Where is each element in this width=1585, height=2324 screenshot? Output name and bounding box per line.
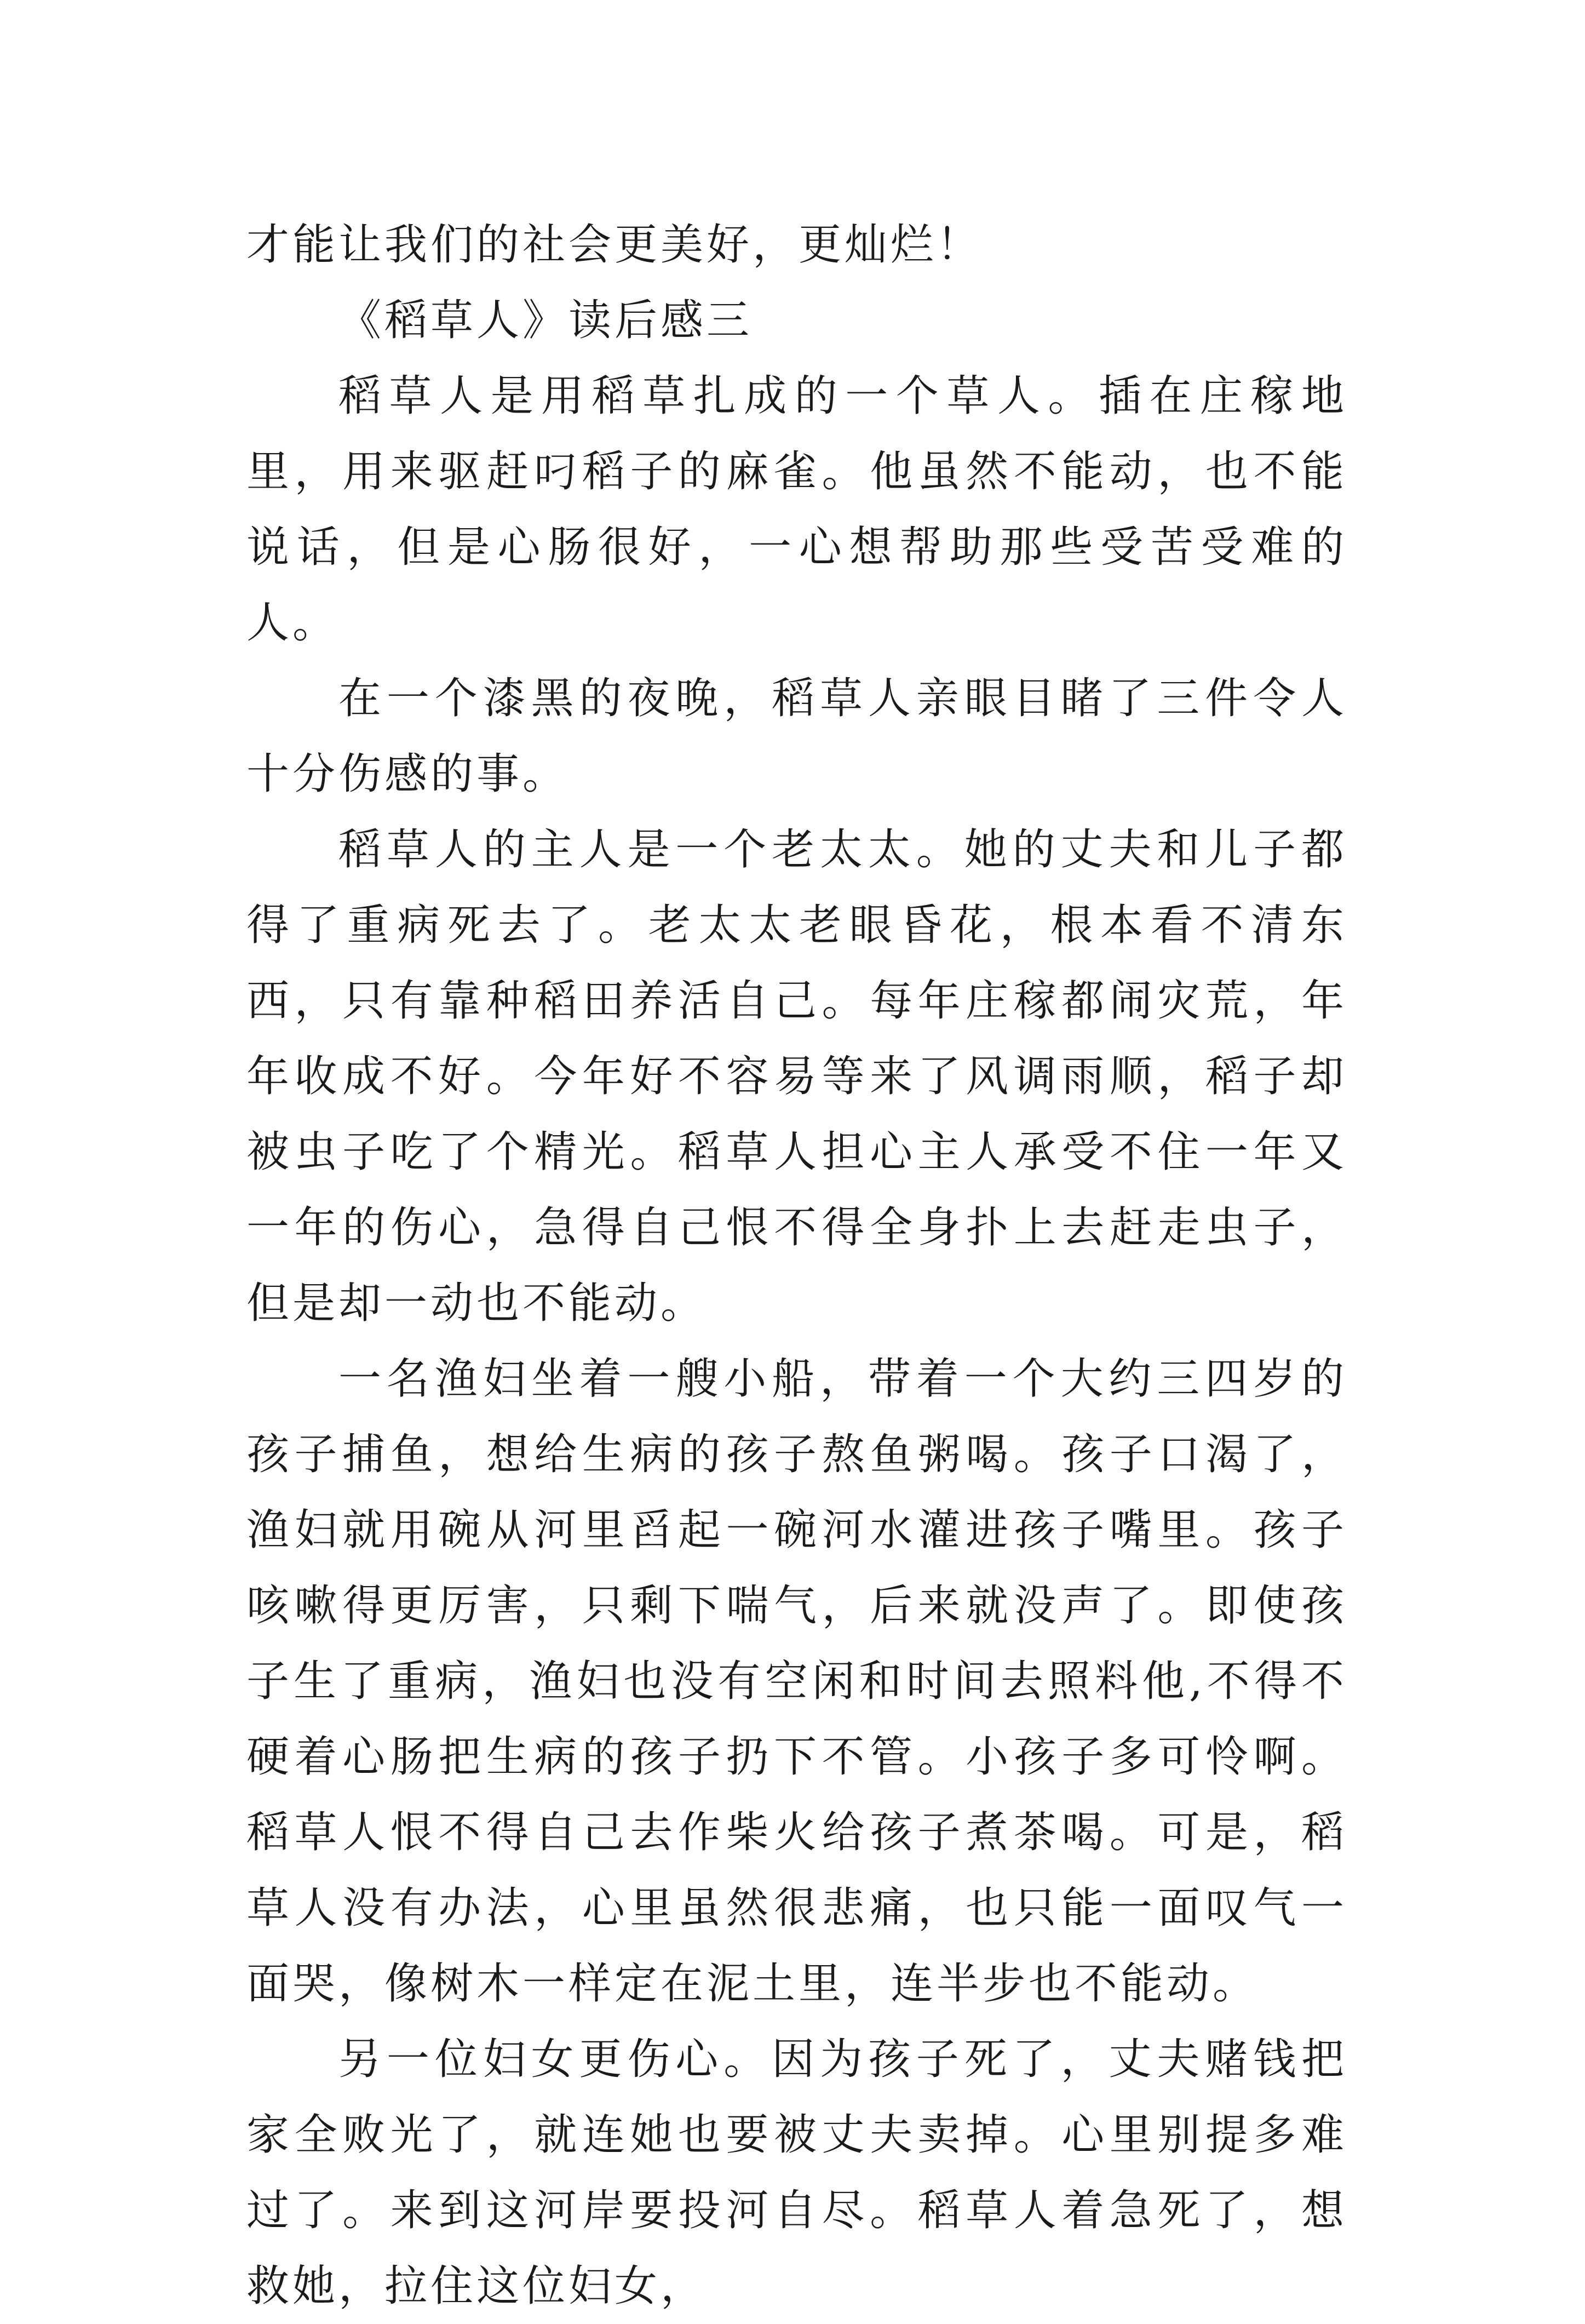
paragraph: 另一位妇女更伤心。因为孩子死了，丈夫赌钱把家全败光了，就连她也要被丈夫卖掉。心里别提多难过了。来到这河岸要投河自尽。稻草人着急死了，想救她，拉住这位妇女，: [246, 2035, 1347, 2311]
section-heading: 《稻草人》读后感三: [338, 296, 753, 345]
paragraph: 一名渔妇坐着一艘小船，带着一个大约三四岁的孩子捕鱼，想给生病的孩子熬鱼粥喝。孩子口渴了，渔妇就用碗从河里舀起一碗河水灌进孩子嘴里。孩子咳嗽得更厉害，只剩下喘气，后来就没声了。即使孩子生了重病，渔妇也没有空闲和时间去照料他,不得不硬着心肠把生病的孩子扔下不管。小孩子多可怜啊。稻草人恨不得自己去作柴火给孩子煮茶喝。可是，稻草人没有办法，心里虽然很悲痛，也只能一面叹气一面哭，像树木一样定在泥土里，连半步也不能动。: [246, 1354, 1347, 2008]
paragraph: 稻草人是用稻草扎成的一个草人。插在庄稼地里，用来驱赶叼稻子的麻雀。他虽然不能动，也不能说话，但是心肠很好，一心想帮助那些受苦受难的人。: [246, 371, 1347, 648]
paragraph: 稻草人的主人是一个老太太。她的丈夫和儿子都得了重病死去了。老太太老眼昏花，根本看不清东西，只有靠种稻田养活自己。每年庄稼都闹灾荒，年年收成不好。今年好不容易等来了风调雨顺，稻子却被虫子吃了个精光。稻草人担心主人承受不住一年又一年的伤心，急得自己恨不得全身扑上去赶走虫子，但是却一动也不能动。: [246, 825, 1347, 1328]
paragraph: 在一个漆黑的夜晚，稻草人亲眼目睹了三件令人十分伤感的事。: [246, 674, 1347, 799]
document-body: [246, 207, 1347, 2324]
paragraph-continuation: 才能让我们的社会更美好，更灿烂！: [246, 220, 983, 270]
